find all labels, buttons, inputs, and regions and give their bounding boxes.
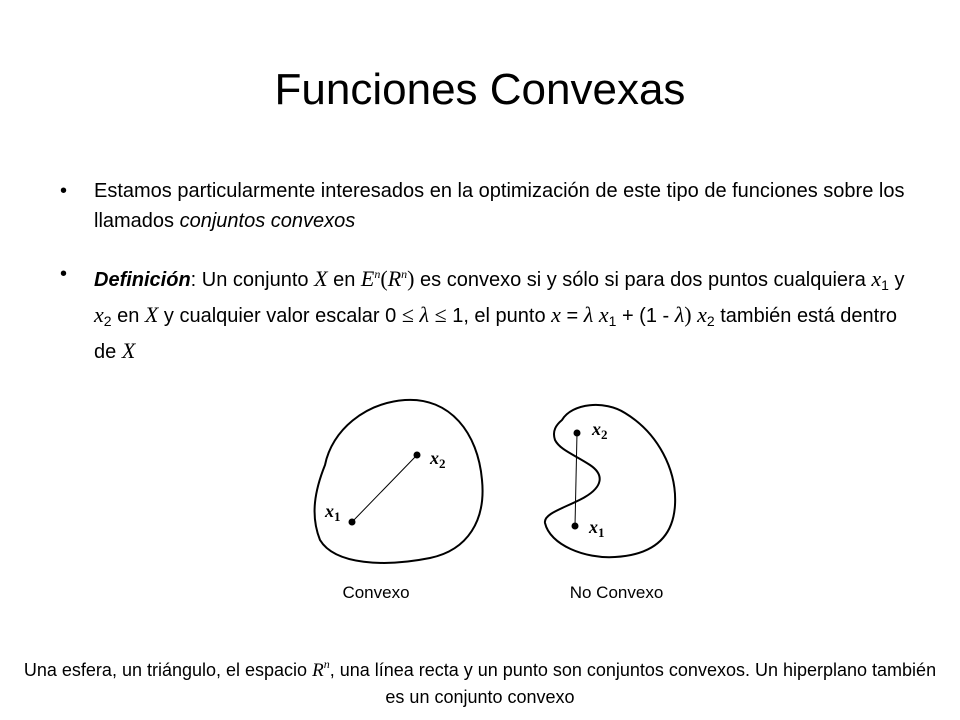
- bullet-1-text: Estamos particularmente interesados en la optimización de este tipo de funciones sobre los llamados: [94, 180, 905, 232]
- nonconvex-label-x1: $x_1$: [589, 517, 605, 540]
- bullet-point-1: [60, 176, 920, 236]
- nonconvex-segment: [575, 433, 577, 526]
- nonconvex-caption: No Convexo: [569, 583, 664, 602]
- convex-label-x2: $x_2$: [430, 448, 446, 471]
- definition-text: Definición: Un conjunto X en $E^n(R^n)$ es convexo si y sólo si para dos puntos cualquiera $x_1$ y $x_2$ en X y cualquier valor escalar 0 ≤ λ ≤ 1, el punto x = λ $x_1 + (1 - \lambda)$ $x_2$ también está dentro de X: [94, 266, 905, 363]
- nonconvex-label-x2: $x_2$: [592, 419, 608, 442]
- bullet-dot: •: [60, 180, 68, 202]
- bullet-dot: •: [60, 263, 68, 285]
- convex-sets-diagram: [300, 395, 700, 575]
- nonconvex-point-x1: [572, 523, 579, 530]
- convex-caption: Convexo: [342, 583, 410, 602]
- footer-note: Una esfera, un triángulo, el espacio $R^n$, una línea recta y un punto son conjuntos convexos. Un hiperplano también es un conjunto convexo: [23, 657, 937, 707]
- nonconvex-point-x2: [574, 430, 581, 437]
- slide-title: Funciones Convexas: [274, 65, 686, 114]
- bullet-1-italic: conjuntos convexos: [179, 210, 356, 232]
- convex-segment: [352, 455, 417, 522]
- convex-set-shape: [315, 400, 483, 563]
- bullet-point-2: [60, 259, 920, 367]
- convex-label-x1: $x_1$: [325, 501, 341, 524]
- nonconvex-set-shape: [545, 405, 675, 557]
- convex-point-x2: [414, 452, 421, 459]
- definition-term: Definición: [94, 269, 191, 291]
- convex-point-x1: [349, 519, 356, 526]
